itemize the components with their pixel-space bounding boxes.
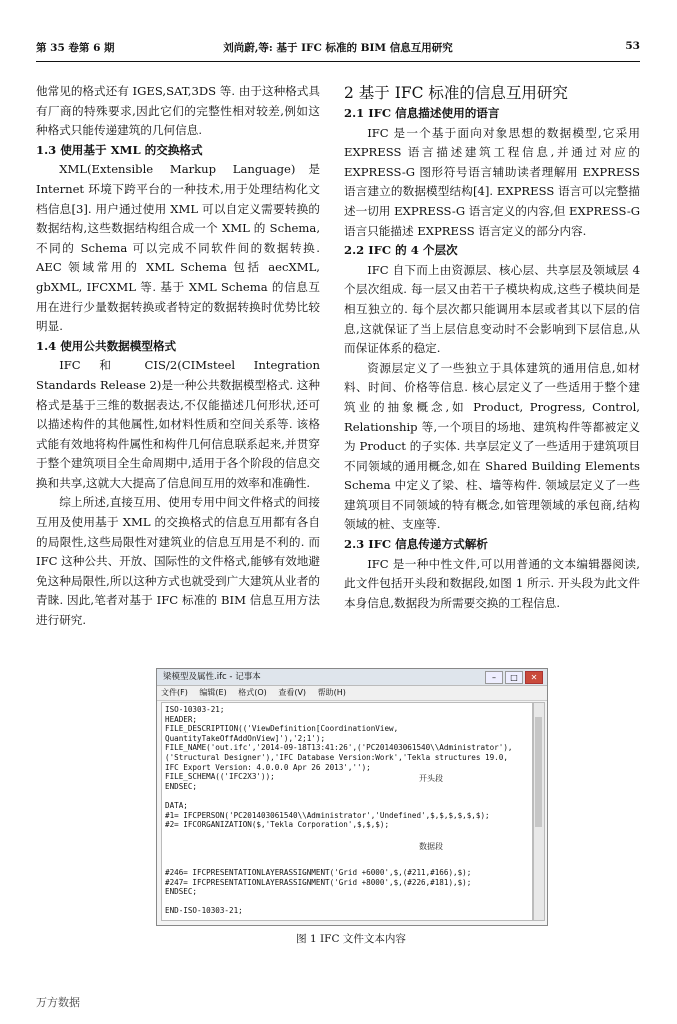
- paragraph: IFC 自下而上由资源层、核心层、共享层及领域层 4 个层次组成. 每一层又由若干子模块构成,这些子模块间是相互独立的. 每个层次都只能调用本层或者其以下层的信息,这就保证了当上层信息变动时不会影响到下层信息,从而保证体系的稳定.: [344, 262, 640, 356]
- left-column: [36, 82, 320, 631]
- paragraph: IFC 是一个基于面向对象思想的数据模型,它采用 EXPRESS 语言描述建筑工程信息,并通过对应的 EXPRESS-G 图形符号语言辅助读者理解用 EXPRESS 语言建立的数据模型结构[4]. EXPRESS 语言可以完整描述一切用 EXPRESS-G 语言定义的内容,但 EXPRESS-G 语言只能描述 EXPRESS 语言定义的部分内容.: [344, 125, 640, 238]
- section-heading-2-3: 2.3 IFC 信息传递方式解析: [344, 537, 488, 552]
- menu-edit: 编辑(E): [199, 688, 227, 697]
- ifc-file-text: ISO-10303-21; HEADER; FILE_DESCRIPTION(('ViewDefinition[CoordinationView, QuantityTakeOffAddOnView]'),'2;1'); FILE_NAME('out.ifc','2014-09-18T13:41:26',('PC201403061540\\Administrator'), ('Structural Designer'),'IFC Database Version:Work','Tekla structures 19.0, IFC Export Version: 4.0.0.0 Apr 26 2013',''); FILE_SCHEMA(('IFC2X3')); ENDSEC; DATA; #1= IFCPERSON('PC201403061540\\Administrator','Undefined',$,$,$,$,$,$); #2= IFCORGANIZATION($,'Tekla Corporation',$,$,$); #246= IFCPRESENTATIONLAYERASSIGNMENT('Grid +6000',$,(#211,#166),$); #247= IFCPRESENTATIONLAYERASSIGNMENT('Grid +8000',$,(#226,#181),$); ENDSEC; END-ISO-10303-21;: [161, 702, 533, 921]
- menu-format: 格式(O): [238, 688, 267, 697]
- scrollbar: [533, 702, 545, 921]
- figure-caption: 图 1 IFC 文件文本内容: [296, 933, 406, 945]
- paragraph: 他常见的格式还有 IGES,SAT,3DS 等. 由于这种格式具有厂商的特殊要求,因此它们的完整性相对较差,例如这种格式只能传递建筑的几何信息.: [36, 84, 320, 138]
- right-column: [344, 82, 640, 613]
- paragraph: 综上所述,直接互用、使用专用中间文件格式的间接互用及使用基于 XML 的交换格式的信息互用都有各自的局限性,这些局限性对建筑业的信息互用是不利的. 而 IFC 这种公共、开放、国际性的文件格式,能够有效地避免这种局限性,所以这种方式也就受到广大建筑从业者的青睐. 因此,笔者对基于 IFC 标准的 BIM 信息互用方法进行研究.: [36, 495, 320, 628]
- section-heading-1-3: 1.3 使用基于 XML 的交换格式: [36, 142, 203, 157]
- section-heading-2: 2 基于 IFC 标准的信息互用研究: [344, 84, 568, 102]
- header-section-note: 开头段: [419, 774, 443, 783]
- page-number: 53: [625, 40, 640, 52]
- data-section-note: 数据段: [419, 842, 443, 851]
- scrollbar-thumb: [535, 717, 542, 827]
- section-heading-2-2: 2.2 IFC 的 4 个层次: [344, 243, 458, 258]
- page-header: [36, 40, 640, 60]
- section-heading-2-1: 2.1 IFC 信息描述使用的语言: [344, 106, 500, 120]
- window-title: 梁模型及属性.ifc - 记事本: [163, 672, 261, 682]
- menu-file: 文件(F): [161, 688, 188, 697]
- journal-issue: 第 35 卷第 6 期: [36, 42, 115, 54]
- paragraph: IFC 是一种中性文件,可以用普通的文本编辑器阅读,此文件包括开头段和数据段,如图 1 所示. 开头段为此文件本身信息,数据段为所需要交换的工程信息.: [344, 556, 640, 610]
- paragraph: XML(Extensible Markup Language)是 Internet 环境下跨平台的一种技术,用于处理结构化文档信息[3]. 用户通过使用 XML 可以自定义需要转换的数据结构,这些数据结构组合成一个 XML 的 Schema,不同的 Schema 可以完成不同软件间的数据转换. AEC 领域常用的 XML Schema 包括 aecXML, gbXML, IFCXML 等. 基于 XML Schema 的信息互用在进行少量数据转换或者特定的数据转换时优势比较明显.: [36, 162, 320, 334]
- window-titlebar: [157, 669, 547, 686]
- menu-view: 查看(V): [278, 688, 307, 697]
- window-menubar: [157, 686, 547, 701]
- paragraph: IFC 和 CIS/2(CIMsteel Integration Standards Release 2)是一种公共数据模型格式. 这种格式是基于三维的数据表达,不仅能描述几何形状,还可以描述构件的其他属性,如材料性质和空间关系等. 该格式能有效地将构件属性和构件几何信息联系起来,并贯穿于整个建筑项目全生命周期中,适用于各个阶段的信息交换和共享,这就大大提高了信息间互用的效率和准确性.: [36, 358, 320, 490]
- menu-help: 帮助(H): [317, 688, 346, 697]
- running-title: 刘尚蔚,等: 基于 IFC 标准的 BIM 信息互用研究: [223, 42, 453, 54]
- footer-watermark: 万方数据: [36, 996, 80, 1009]
- minimize-icon: –: [485, 671, 503, 684]
- figure-notepad-window: [156, 668, 548, 926]
- header-rule: [36, 61, 640, 62]
- window-controls: [485, 671, 543, 684]
- maximize-icon: □: [505, 671, 523, 684]
- paragraph: 资源层定义了一些独立于具体建筑的通用信息,如材料、时间、价格等信息. 核心层定义了一些适用于整个建筑业的抽象概念,如 Product, Progress, Control, Relationship 等,一个项目的场地、建筑构件等都被定义为 Product 的子实体. 共享层定义了一些适用于建筑项目不同领域的通用概念,如在 Shared Building Elements Schema 中定义了梁、柱、墙等构件. 领域层定义了一些建筑项目不同领域的特有概念,如管理领域的承包商,结构领域的桩、支座等.: [344, 360, 640, 532]
- close-icon: ✕: [525, 671, 543, 684]
- section-heading-1-4: 1.4 使用公共数据模型格式: [36, 338, 177, 353]
